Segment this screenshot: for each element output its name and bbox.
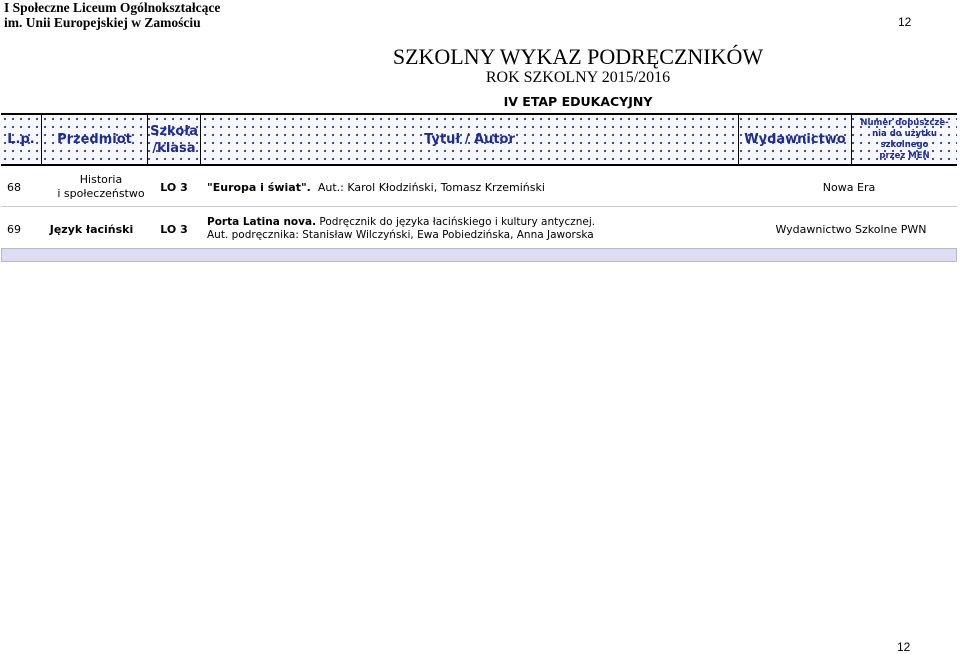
table-footer-bar [1, 248, 957, 262]
row-title: Porta Latina nova. [207, 216, 317, 228]
row-title-rest: Podręcznik do języka łacińskiego i kultury antycznej. [316, 216, 596, 228]
school-name-line2: im. Unii Europejskiej w Zamościu [4, 15, 201, 30]
header-school-line2: /klasa [152, 140, 196, 156]
school-name [4, 0, 220, 30]
row-subject: Język łaciński [49, 222, 134, 236]
page-number-bottom: 12 [897, 640, 911, 654]
row-school: LO 3 [160, 180, 188, 194]
header-publisher: Wydawnictwo [744, 132, 846, 147]
row-title: "Europa i świat". [207, 180, 311, 194]
row-author: : Karol Kłodziński, Tomasz Krzemiński [340, 180, 545, 194]
header-approval-line1: Numer dopuszcze- [860, 117, 949, 128]
header-school-line1: Szkoła [150, 123, 198, 139]
row-publisher: Wydawnictwo Szkolne PWN [775, 222, 927, 236]
row-publisher: Nowa Era [822, 180, 876, 194]
row-author-prefix: Aut. [317, 180, 341, 194]
row-author: Aut. podręcznika: Stanisław Wilczyński, Ewa Pobiedzińska, Anna Jaworska [207, 229, 594, 241]
header-school-class [148, 115, 200, 164]
row-school: LO 3 [160, 222, 188, 236]
row-subject-line2: i społeczeństwo [57, 187, 145, 200]
header-subject: Przedmiot [57, 132, 132, 147]
header-approval-number [852, 115, 957, 164]
table-header [1, 113, 957, 166]
header-approval-line2: nia do użytku szkolnego [872, 128, 937, 150]
education-stage: IV ETAP EDUKACYJNY [503, 94, 653, 109]
school-name-line1: I Społeczne Liceum Ogólnokształcące [4, 0, 221, 15]
header-title-author: Tytuł / Autor [424, 132, 515, 147]
page-number-top: 12 [898, 15, 912, 29]
row-title-author [207, 210, 747, 248]
row-lp: 69 [7, 222, 21, 236]
table-row [1, 210, 957, 248]
row-lp: 68 [7, 180, 21, 194]
school-year: ROK SZKOLNY 2015/2016 [485, 69, 671, 86]
table-row [1, 168, 957, 207]
row-subject-line1: Historia [79, 173, 123, 186]
header-approval-line3: przez MEN [879, 150, 930, 161]
document-title: SZKOLNY WYKAZ PODRĘCZNIKÓW [392, 44, 764, 69]
row-title-line [207, 216, 595, 229]
row-title-author [207, 168, 737, 206]
header-lp: L.p. [7, 132, 35, 147]
